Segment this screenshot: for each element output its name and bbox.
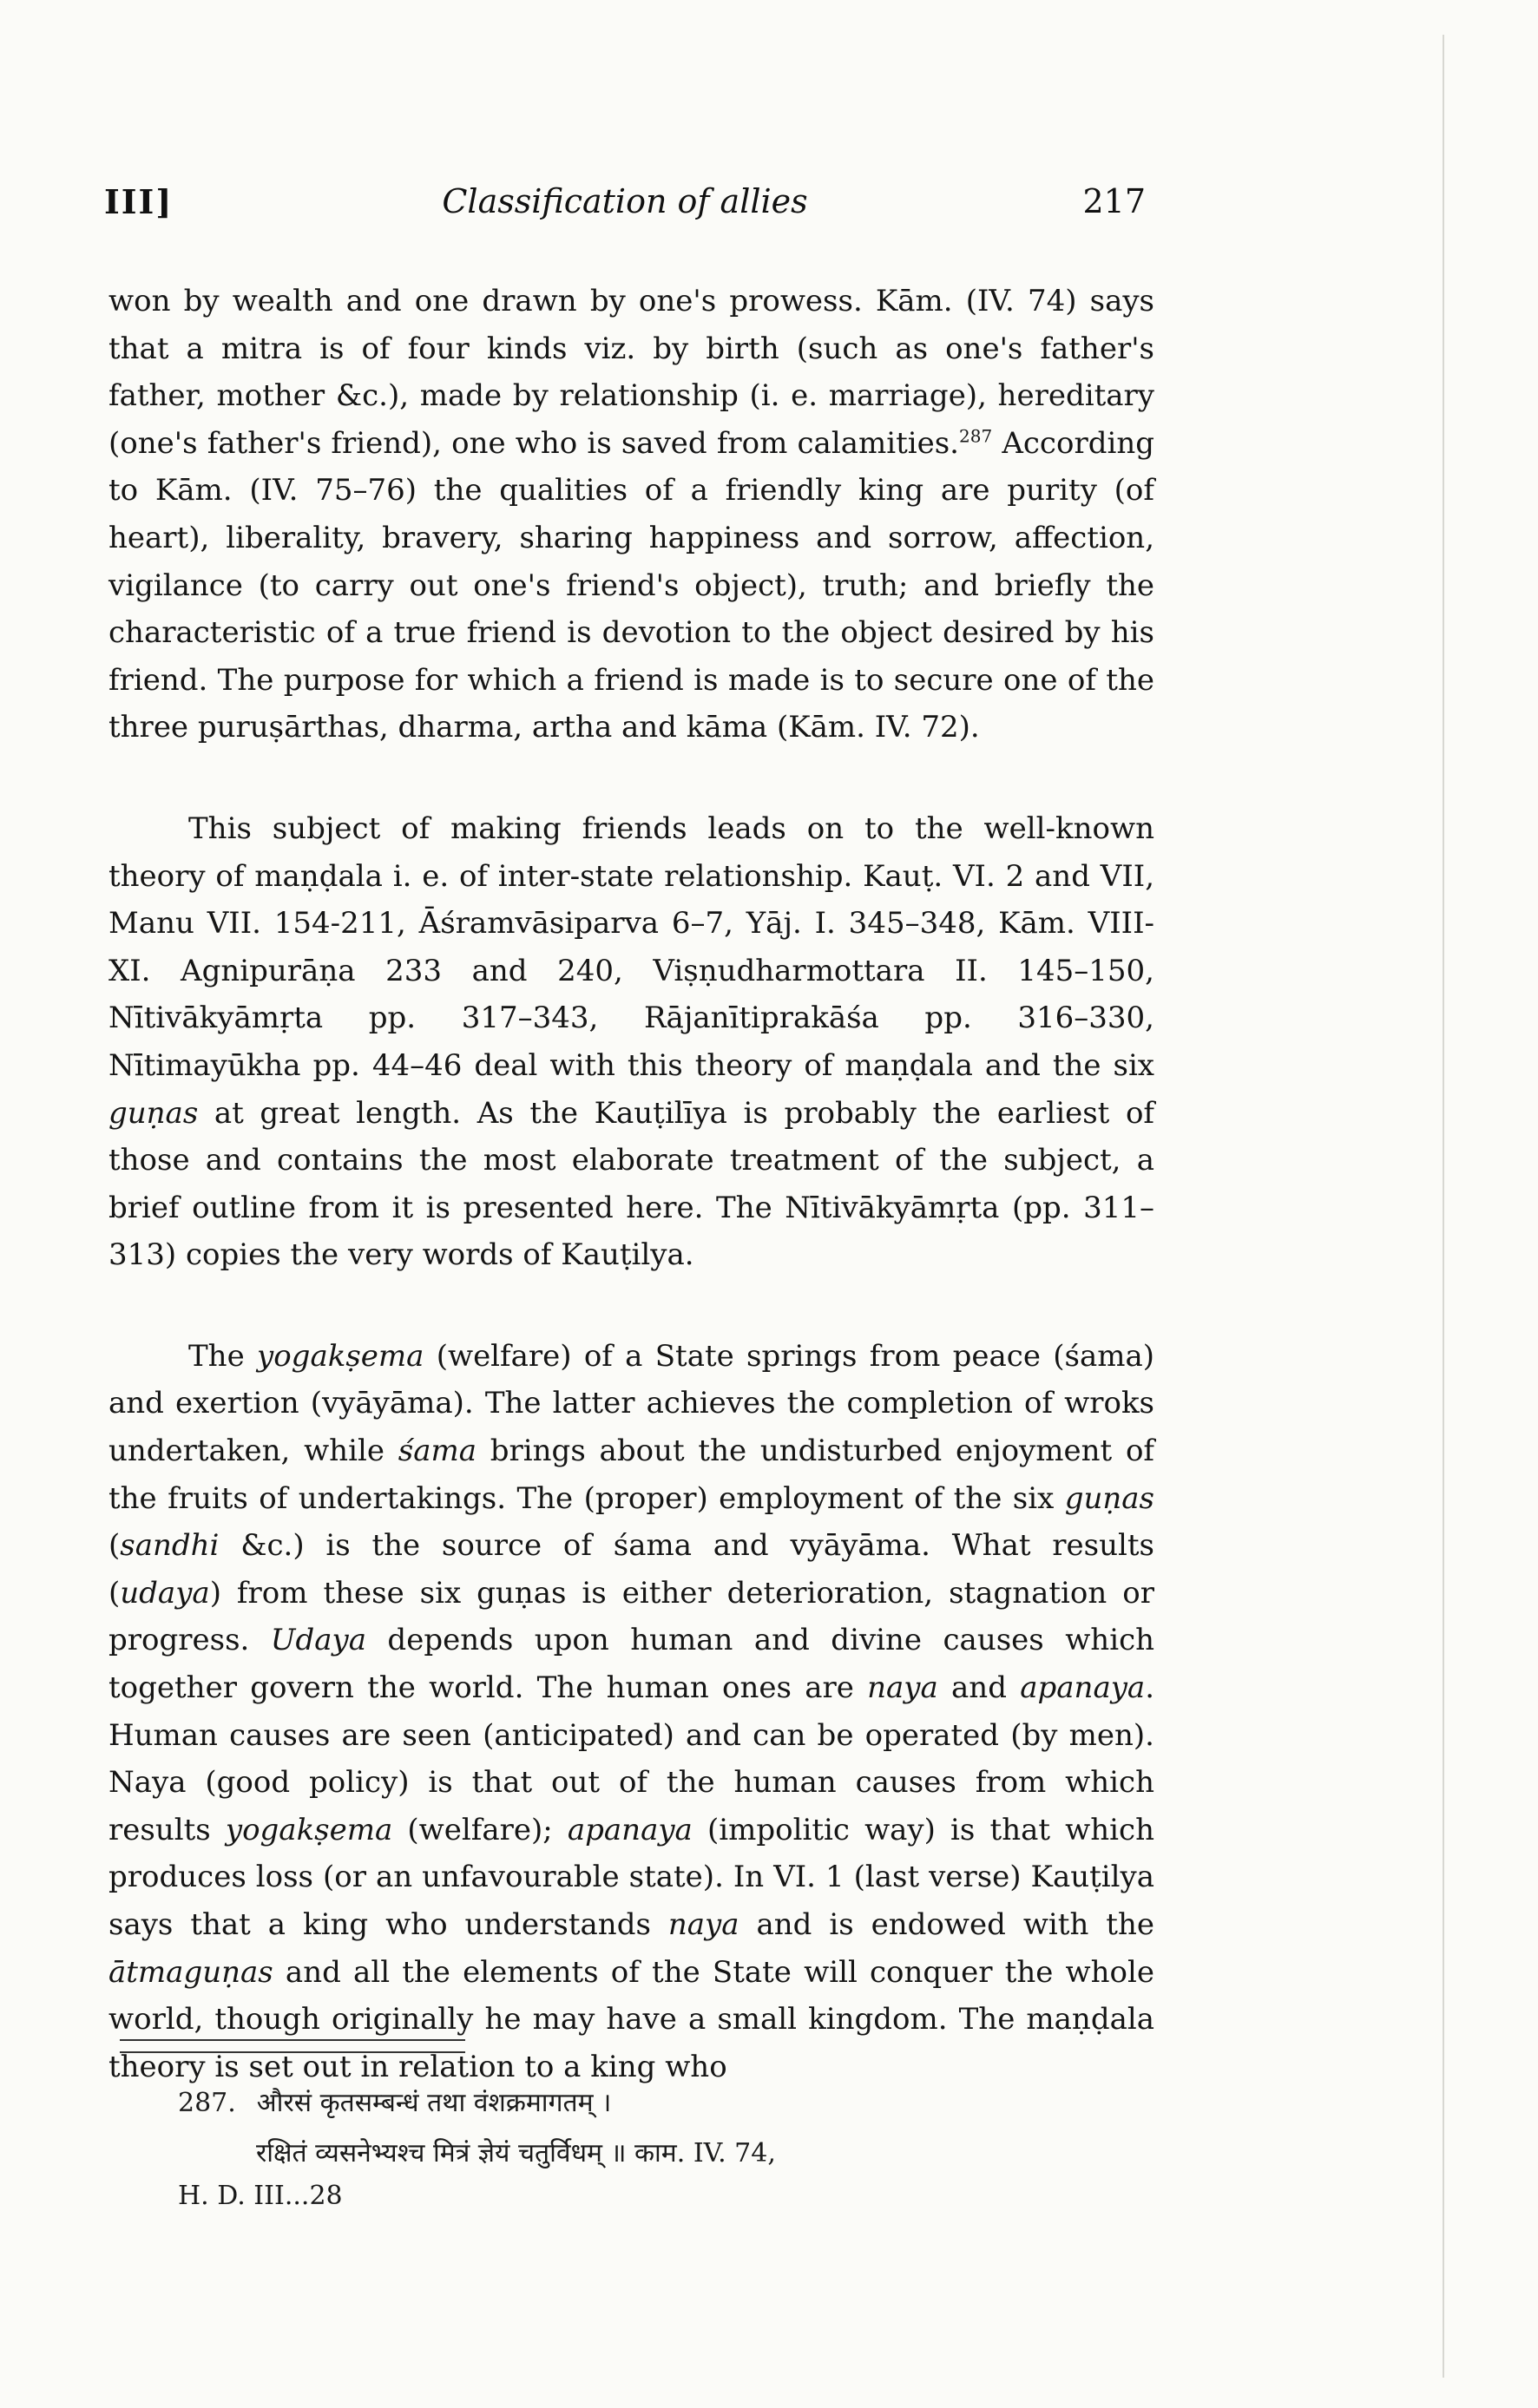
italic-term: guṇas xyxy=(108,1095,199,1131)
text-run: and all the elements of the State will conquer the whole world, though originally he may have a small kingdom. The maṇḍala theory is set out in relation to a king who xyxy=(108,1954,1154,2084)
footnote-line-2: रक्षितं व्यसनेभ्यश्च मित्रं ज्ञेयं चतुर्विधम् ॥ काम. IV. 74, xyxy=(256,2138,776,2169)
italic-term: yogakṣema xyxy=(225,1812,393,1847)
text-run: depends upon human and divine causes which together govern the world. The human ones are xyxy=(108,1623,1155,1706)
text-run: (welfare); xyxy=(392,1812,568,1847)
footnote-line-1 xyxy=(178,2078,1133,2129)
paragraph xyxy=(108,278,1154,751)
text-run: According to Kām. (IV. 75–76) the qualities of a friendly king are purity (of heart), liberality, bravery, sharing happiness and sorrow, affection, vigilance (to carry out one's friend's object), truth; and briefly the characteristic of a true friend is devotion to the object desired by his friend. The purpose for which a friend is made is to secure one of the three puruṣārthas, dharma, artha and kāma (Kām. IV. 72). xyxy=(108,425,1154,745)
italic-term: naya xyxy=(667,1907,739,1942)
text-run: brings about the undisturbed enjoyment of the fruits of undertakings. The (proper) employment of the six xyxy=(108,1434,1155,1516)
page-edge-line xyxy=(1443,35,1444,2378)
text-run: and xyxy=(937,1670,1021,1706)
footnote-ref: 287 xyxy=(959,425,993,447)
text-run: at great length. As the Kauṭilīya is probably the earliest of those and contains the most elaborate treatment of the subject, a brief outline from it is presented here. The Nītivākyāmṛta (pp. 311–313) copies the very words of Kauṭilya. xyxy=(108,1095,1154,1273)
paragraph xyxy=(108,805,1154,1279)
page-number: 217 xyxy=(1082,182,1146,220)
italic-term: apanaya xyxy=(1020,1670,1146,1706)
italic-term: Udaya xyxy=(270,1623,366,1658)
italic-term: ātmaguṇas xyxy=(108,1954,273,1990)
footnote-verse-1: औरसं कृतसम्बन्धं तथा वंशक्रमागतम् । xyxy=(256,2088,612,2118)
text-run: and is endowed with the xyxy=(739,1907,1154,1942)
italic-term: udaya xyxy=(120,1575,210,1611)
italic-term: naya xyxy=(867,1670,938,1706)
text-run: . Human causes are seen (anticipated) and can be operated (by men). Naya (good policy) is that out of the human causes from which results xyxy=(108,1670,1154,1847)
footnote-separator xyxy=(120,2039,465,2053)
footnotes xyxy=(178,2078,1133,2179)
italic-term: apanaya xyxy=(567,1812,693,1847)
italic-term: yogakṣema xyxy=(257,1338,424,1374)
text-run: (impolitic way) is that which produces loss (or an unfavourable state). In VI. 1 (last verse) Kauṭilya says that a king who understands xyxy=(108,1812,1154,1942)
italic-term: guṇas xyxy=(1064,1480,1154,1516)
text-run: The xyxy=(188,1338,257,1374)
signature-mark: H. D. III...28 xyxy=(178,2181,343,2211)
italic-term: śama xyxy=(398,1434,477,1469)
running-header xyxy=(104,174,1146,226)
text-run: &c.) is the source of śama and vyāyāma. What results ( xyxy=(108,1528,1154,1611)
text-run: ( xyxy=(108,1528,121,1564)
text-run: ) from these six guṇas is either deterioration, stagnation or progress. xyxy=(108,1575,1154,1658)
text-run: (welfare) of a State springs from peace (śama) and exertion (vyāyāma). The latter achieves the completion of wroks undertaken, while xyxy=(108,1338,1154,1469)
footnote-number: 287. xyxy=(178,2088,236,2118)
text-run: won by wealth and one drawn by one's prowess. Kām. (IV. 74) says that a mitra is of four kinds viz. by birth (such as one's father's father, mother &c.), made by relationship (i. e. marriage), hereditary (one's father's friend), one who is saved from calamities. xyxy=(108,284,1154,461)
running-title: Classification of allies xyxy=(442,182,808,220)
body-text xyxy=(108,278,1154,2090)
italic-term: sandhi xyxy=(120,1528,220,1564)
section-marker: III] xyxy=(104,182,174,221)
text-run: This subject of making friends leads on to the well-known theory of maṇḍala i. e. of inter-state relationship. Kauṭ. VI. 2 and VII, Manu VII. 154-211, Āśramvāsiparva 6–7, Yāj. I. 345–348, Kām. VIII-XI. Agnipurāṇa 233 and 240, Viṣṇudharmottara II. 145–150, Nītivākyāmṛta pp. 317–343, Rājanītiprakāśa pp. 316–330, Nītimayūkha pp. 44–46 deal with this theory of maṇḍala and the six xyxy=(108,810,1154,1083)
paragraph xyxy=(108,1333,1154,2091)
